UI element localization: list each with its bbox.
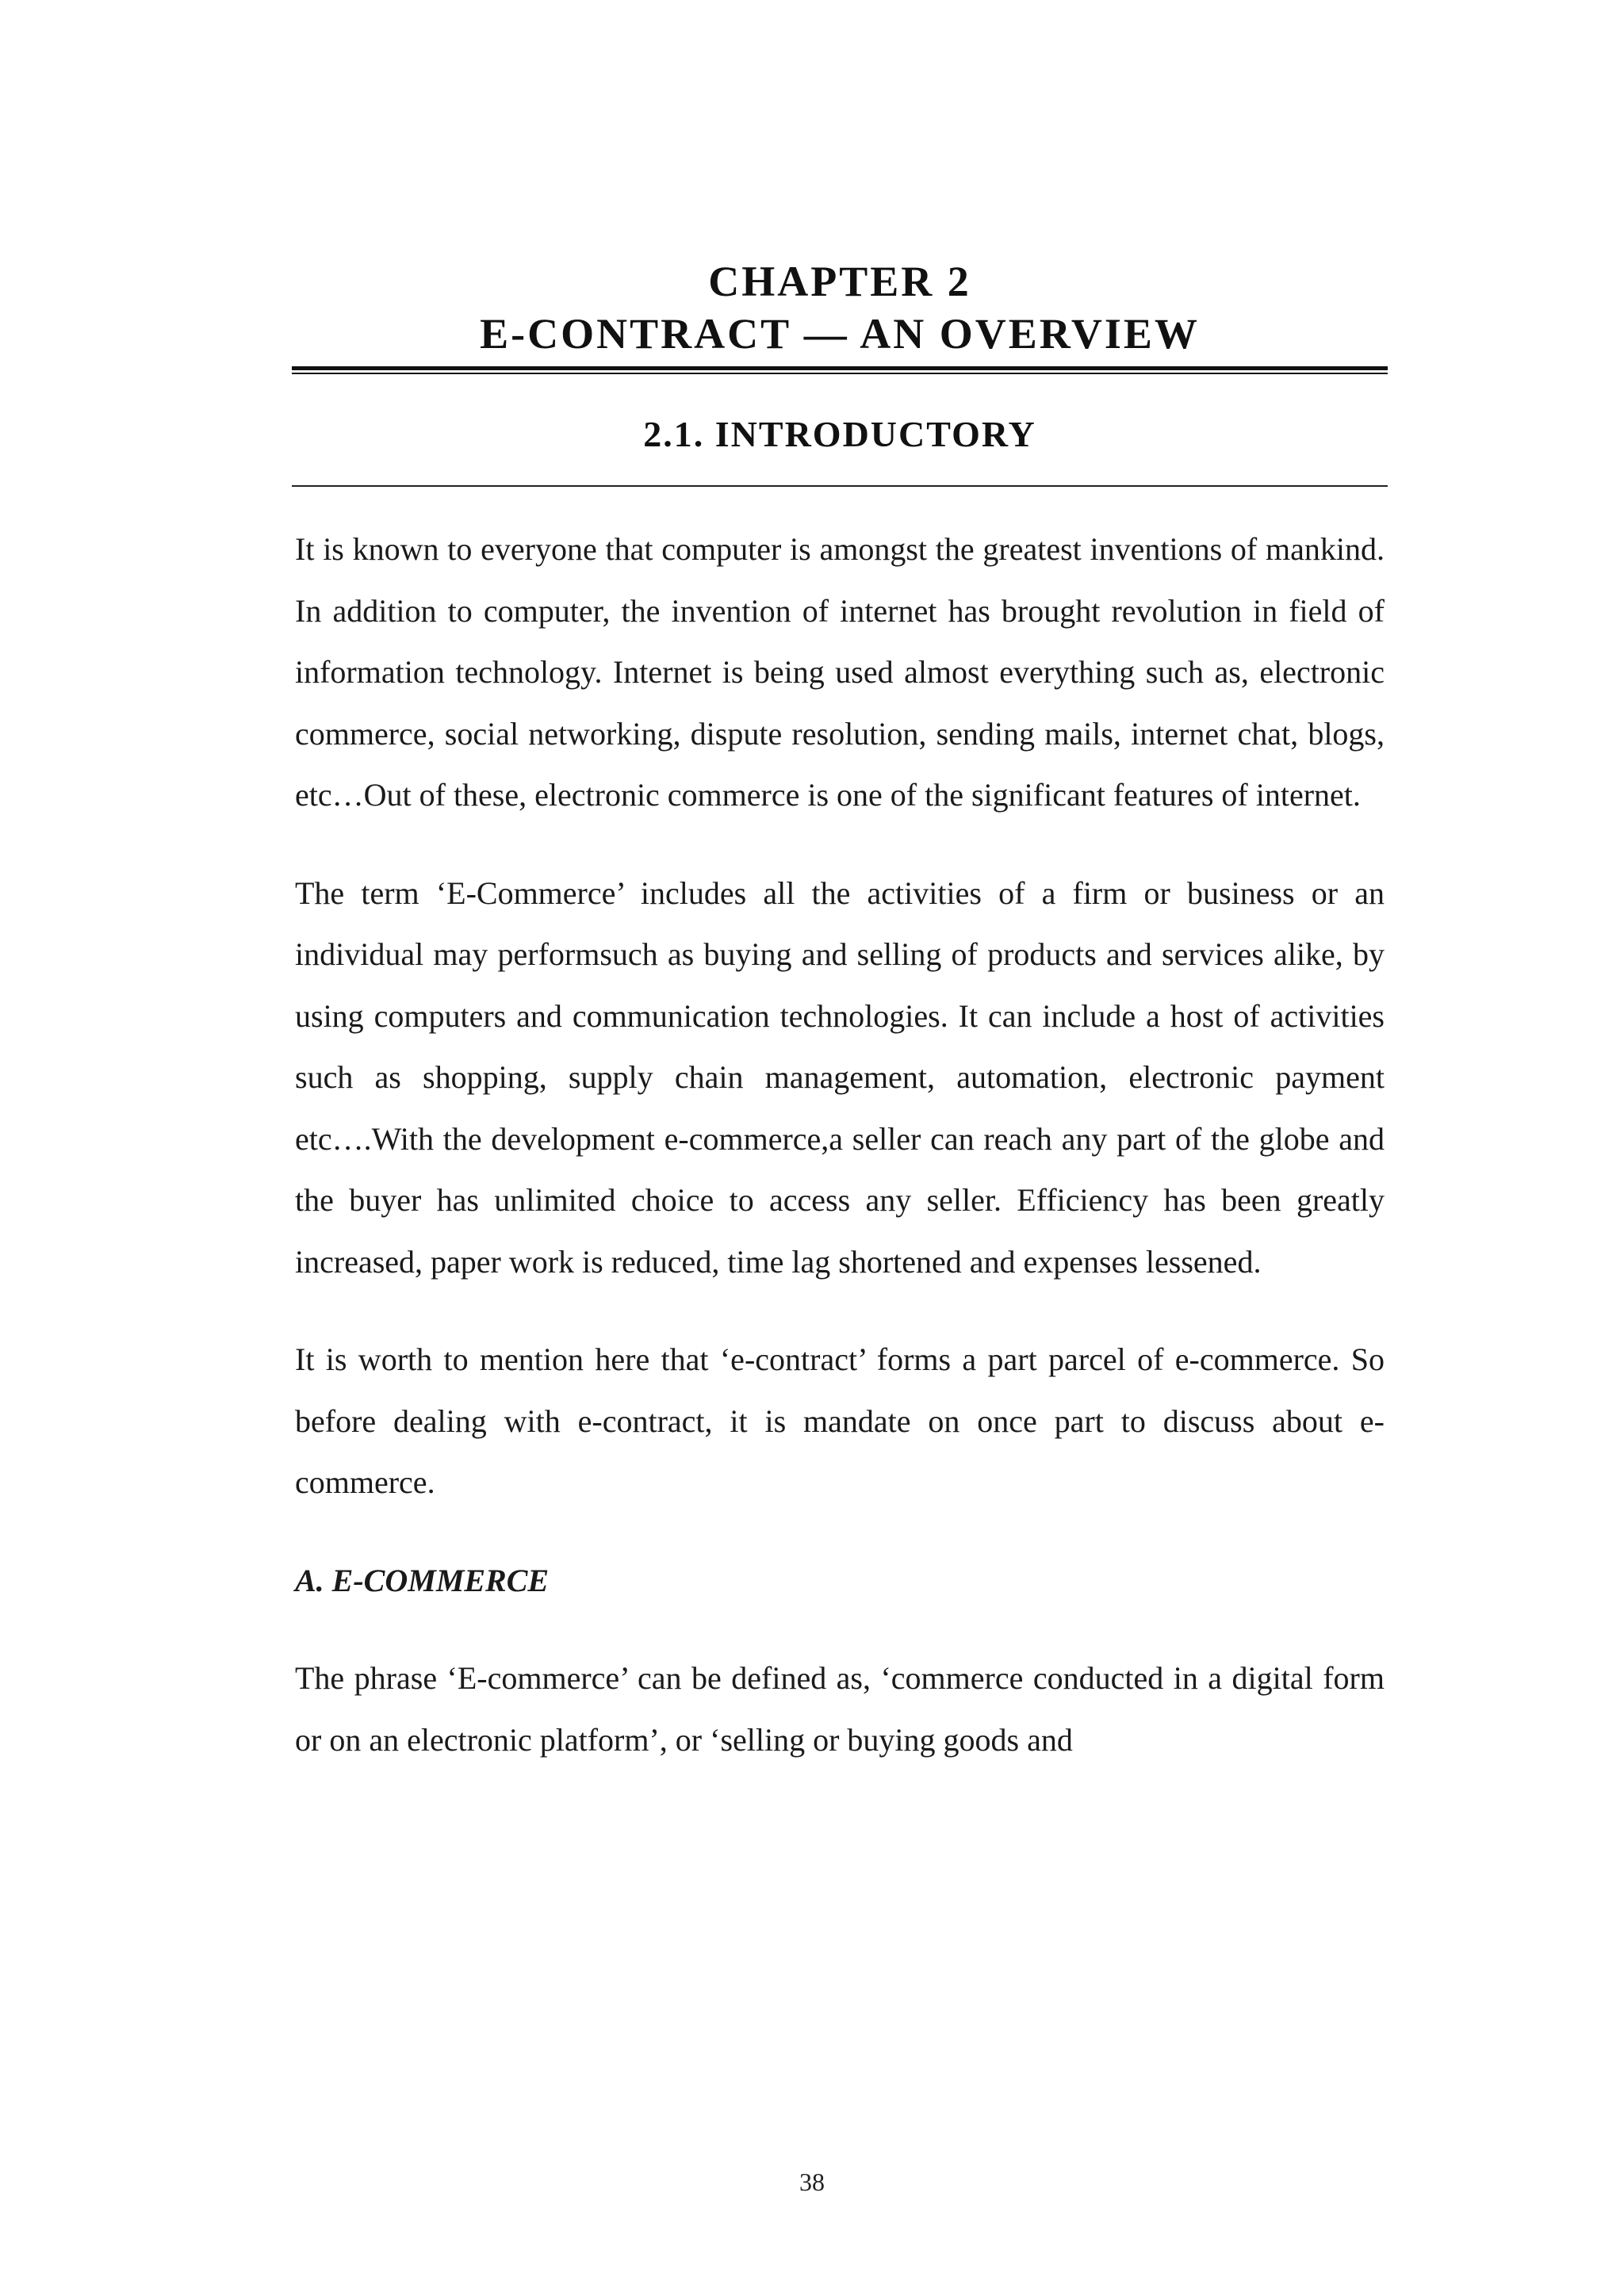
paragraph-1: It is known to everyone that computer is amongst the greatest inventions of mankind. In addition to computer, the invention of internet has brought revolution in field of information technology. Internet is being used almost everything such as, electronic commerce, social networking, dispute resolution, sending mails, internet chat, blogs, etc…Out of these, electronic commerce is one of the significant features of internet.: [295, 531, 1385, 813]
section-heading: 2.1. INTRODUCTORY: [643, 414, 1036, 454]
chapter-number: CHAPTER 2: [708, 258, 971, 305]
chapter-double-rule: [292, 366, 1388, 374]
chapter-title: E-CONTRACT — AN OVERVIEW: [480, 310, 1200, 358]
body-text: [295, 519, 1385, 1807]
chapter-header: [292, 255, 1388, 360]
page-number: 38: [799, 2168, 825, 2196]
paragraph-2: The term ‘E-Commerce’ includes all the activities of a firm or business or an individual may performsuch as buying and selling of products and services alike, by using computers and communication technologies. It can include a host of activities such as shopping, supply chain management, automation, electronic payment etc….With the development e-commerce,a seller can reach any part of the globe and the buyer has unlimited choice to access any seller. Efficiency has been greatly increased, paper work is reduced, time lag shortened and expenses lessened.: [295, 874, 1385, 1280]
subsection-heading: A. E-COMMERCE: [295, 1562, 550, 1598]
paragraph-3: It is worth to mention here that ‘e-contract’ forms a part parcel of e-commerce. So before dealing with e-contract, it is mandate on once part to discuss about e-commerce.: [295, 1341, 1385, 1500]
paragraph-4: The phrase ‘E-commerce’ can be defined as, ‘commerce conducted in a digital form or on an electronic platform’, or ‘selling or buying goods and: [295, 1660, 1385, 1758]
section-rule: [292, 485, 1388, 487]
